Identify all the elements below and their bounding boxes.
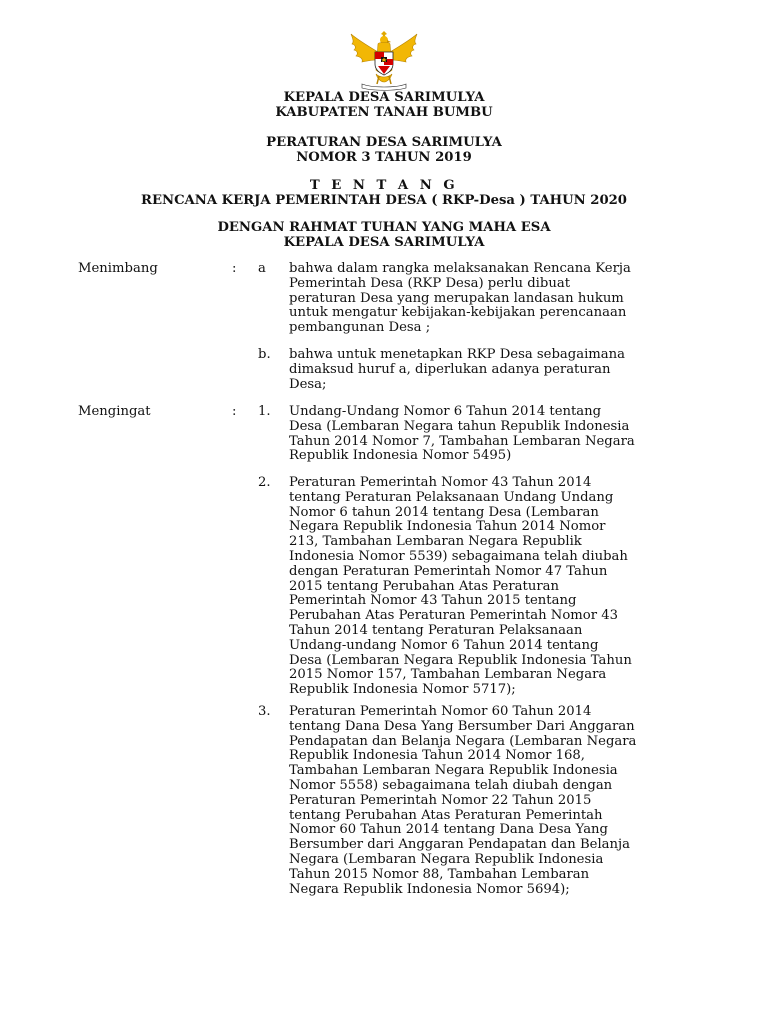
mengingat-marker-1: 1. — [258, 404, 271, 419]
header-line: DENGAN RAHMAT TUHAN YANG MAHA ESA — [217, 220, 551, 235]
text-line: tentang Peraturan Pelaksanaan Undang Undang — [289, 489, 614, 505]
text-line: Nomor 5558) sebagaimana telah diubah dengan — [289, 777, 613, 793]
text-line: Peraturan Pemerintah Nomor 43 Tahun 2014 — [289, 475, 592, 490]
header-line: T E N T A N G — [309, 178, 459, 193]
header-line: KABUPATEN TANAH BUMBU — [275, 105, 493, 120]
text-line: Desa (Lembaran Negara Republik Indonesia Tahun — [289, 652, 632, 668]
menimbang-colon: : — [232, 261, 237, 276]
mengingat-label: Mengingat — [78, 404, 151, 419]
text-line: Republik Indonesia Tahun 2014 Nomor 168, — [289, 748, 585, 764]
mengingat-colon: : — [232, 404, 237, 419]
text-line: Pendapatan dan Belanja Negara (Lembaran Negara — [289, 733, 637, 749]
header-regulation — [0, 135, 768, 165]
text-line: dengan Peraturan Pemerintah Nomor 47 Tahun — [289, 563, 608, 579]
mengingat-item-2 — [289, 476, 672, 698]
text-line: 213, Tambahan Lembaran Negara Republik — [289, 534, 582, 550]
header-preamble — [0, 220, 768, 250]
text-line: Desa (Lembaran Negara tahun Republik Indonesia — [289, 418, 630, 434]
text-line: peraturan Desa yang merupakan landasan hukum — [289, 290, 624, 306]
text-line: Republik Indonesia Nomor 5495) — [289, 448, 512, 464]
text-line: Perubahan Atas Peraturan Pemerintah Nomor 43 — [289, 608, 618, 624]
header-line: RENCANA KERJA PEMERINTAH DESA ( RKP-Desa ) TAHUN 2020 — [141, 193, 627, 208]
text-line: Tambahan Lembaran Negara Republik Indonesia — [289, 763, 618, 779]
text-line: pembangunan Desa ; — [289, 320, 431, 336]
text-line: 2015 tentang Perubahan Atas Peraturan — [289, 578, 559, 594]
menimbang-item-a — [289, 262, 672, 336]
menimbang-marker-a: a — [258, 261, 266, 276]
text-line: Undang-undang Nomor 6 Tahun 2014 tentang — [289, 637, 599, 653]
text-line: Tahun 2014 Nomor 7, Tambahan Lembaran Negara — [289, 433, 635, 449]
text-line: 2015 Nomor 157, Tambahan Lembaran Negara — [289, 667, 607, 683]
mengingat-marker-3: 3. — [258, 704, 271, 719]
text-line: Desa; — [289, 376, 327, 392]
header-line: KEPALA DESA SARIMULYA — [283, 90, 485, 105]
text-line: Peraturan Pemerintah Nomor 60 Tahun 2014 — [289, 704, 592, 719]
header-line: NOMOR 3 TAHUN 2019 — [296, 150, 472, 165]
text-line: tentang Dana Desa Yang Bersumber Dari Anggaran — [289, 718, 635, 734]
text-line: Negara Republik Indonesia Tahun 2014 Nomor — [289, 519, 606, 535]
text-line: dimaksud huruf a, diperlukan adanya peraturan — [289, 361, 611, 377]
text-line: Pemerintah Nomor 43 Tahun 2015 tentang — [289, 593, 577, 609]
text-line: Negara (Lembaran Negara Republik Indonesia — [289, 851, 604, 867]
mengingat-marker-2: 2. — [258, 475, 271, 490]
text-line: Negara Republik Indonesia Nomor 5694); — [289, 881, 570, 897]
text-line: tentang Perubahan Atas Peraturan Pemerintah — [289, 807, 603, 823]
text-line: Pemerintah Desa (RKP Desa) perlu dibuat — [289, 275, 571, 291]
header-line: KEPALA DESA SARIMULYA — [283, 235, 485, 250]
text-line: Nomor 60 Tahun 2014 tentang Dana Desa Yang — [289, 822, 608, 838]
text-line: Tahun 2015 Nomor 88, Tambahan Lembaran — [289, 866, 590, 882]
text-line: Undang-Undang Nomor 6 Tahun 2014 tentang — [289, 404, 602, 419]
text-line: Nomor 6 tahun 2014 tentang Desa (Lembaran — [289, 504, 599, 520]
menimbang-marker-b: b. — [258, 347, 271, 362]
mengingat-item-3 — [289, 705, 672, 897]
text-line: Bersumber dari Anggaran Pendapatan dan Belanja — [289, 837, 630, 853]
text-line: Indonesia Nomor 5539) sebagaimana telah diubah — [289, 548, 628, 564]
text-line: untuk mengatur kebijakan-kebijakan perencanaan — [289, 305, 627, 321]
header-issuer — [0, 90, 768, 120]
text-line: Tahun 2014 tentang Peraturan Pelaksanaan — [289, 622, 583, 638]
text-line: Peraturan Pemerintah Nomor 22 Tahun 2015 — [289, 792, 592, 808]
menimbang-label: Menimbang — [78, 261, 158, 276]
header-line: PERATURAN DESA SARIMULYA — [266, 135, 502, 150]
header-subject — [0, 178, 768, 208]
text-line: Republik Indonesia Nomor 5717); — [289, 682, 516, 698]
garuda-pancasila-emblem — [348, 30, 420, 92]
text-line: bahwa untuk menetapkan RKP Desa sebagaimana — [289, 347, 626, 362]
mengingat-item-1 — [289, 405, 672, 464]
menimbang-item-b — [289, 348, 672, 392]
text-line: bahwa dalam rangka melaksanakan Rencana Kerja — [289, 261, 631, 276]
